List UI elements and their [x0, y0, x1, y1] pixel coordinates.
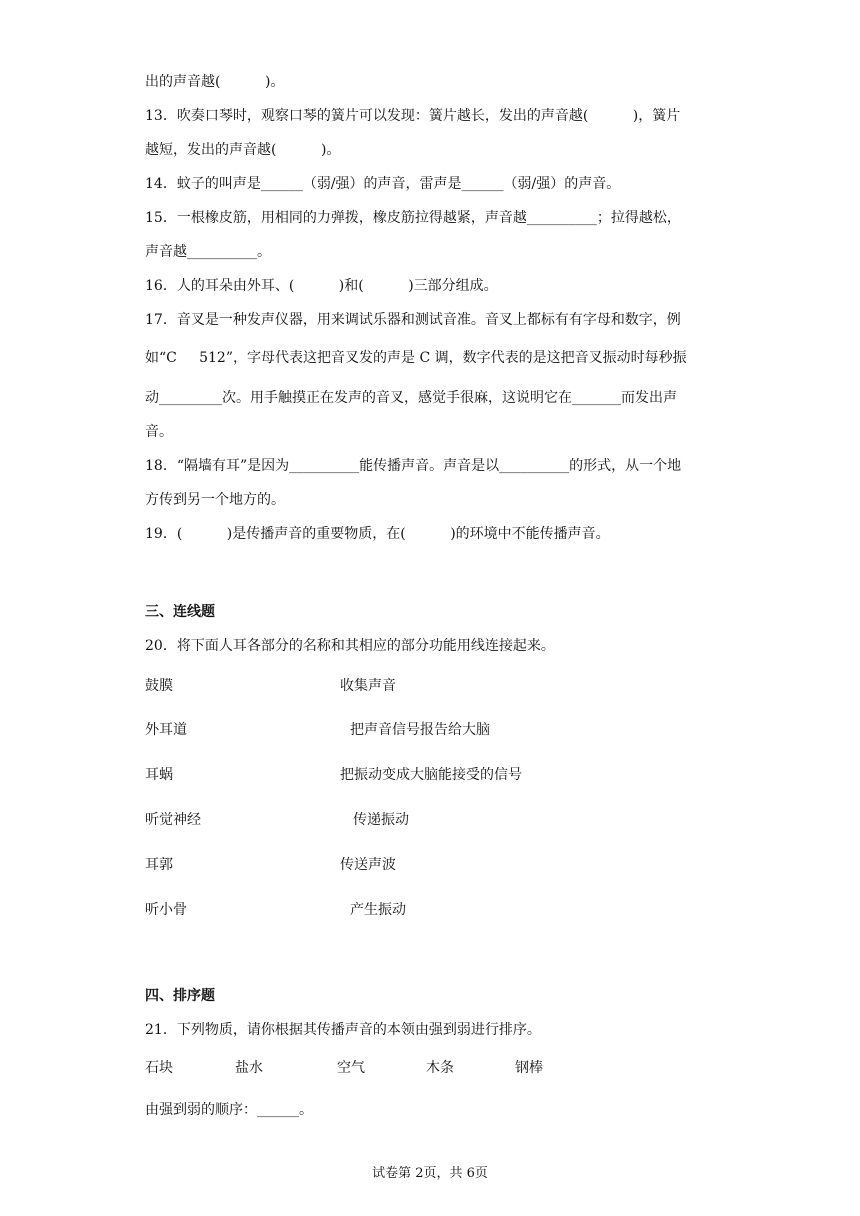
q17-line4: 音。 [145, 424, 173, 440]
q20-prompt: 20．将下面人耳各部分的名称和其相应的部分功能用线连接起来。 [145, 638, 555, 654]
match-right-item: 产生振动 [350, 902, 406, 918]
q15-line2: 声音越__________。 [145, 244, 271, 260]
q21-prompt: 21．下列物质，请你根据其传播声音的本领由强到弱进行排序。 [145, 1022, 541, 1038]
sort-item: 空气 [337, 1060, 365, 1076]
match-left-item: 鼓膜 [145, 678, 173, 694]
q14: 14．蚊子的叫声是______（弱/强）的声音，雷声是______（弱/强）的声音。 [145, 176, 621, 192]
page-footer: 试卷第 2页，共 6页 [372, 1166, 488, 1181]
match-right-item: 把振动变成大脑能接受的信号 [340, 767, 522, 783]
q12-tail: 出的声音越( )。 [145, 74, 285, 90]
match-left-item: 听觉神经 [145, 812, 201, 828]
q16: 16．人的耳朵由外耳、( )和( )三部分组成。 [145, 278, 498, 294]
match-right-item: 把声音信号报告给大脑 [350, 722, 490, 738]
q13-line1: 13．吹奏口琴时，观察口琴的簧片可以发现：簧片越长，发出的声音越( )，簧片 [145, 108, 681, 124]
sort-item: 钢棒 [515, 1060, 543, 1076]
match-right-item: 收集声音 [340, 678, 396, 694]
match-left-item: 耳蜗 [145, 767, 173, 783]
q21-answer-line: 由强到弱的顺序：______。 [145, 1102, 313, 1118]
match-right-item: 传递振动 [353, 812, 409, 828]
q13-line2: 越短，发出的声音越( )。 [145, 142, 341, 158]
match-left-item: 耳郭 [145, 857, 173, 873]
sort-item: 盐水 [235, 1060, 263, 1076]
q17-line1: 17．音叉是一种发声仪器，用来调试乐器和测试音准。音叉上都标有有字母和数字，例 [145, 312, 681, 328]
q19: 19．( )是传播声音的重要物质，在( )的环境中不能传播声音。 [145, 526, 610, 542]
match-left-item: 外耳道 [145, 722, 187, 738]
sort-item: 石块 [145, 1060, 173, 1076]
q18-line2: 方传到另一个地方的。 [145, 492, 285, 508]
section4-heading: 四、排序题 [145, 988, 215, 1004]
q17-line2: 如“C 512”，字母代表这把音叉发的声是 C 调，数字代表的是这把音叉振动时每秒振 [145, 350, 687, 366]
section3-heading: 三、连线题 [145, 604, 215, 620]
match-left-item: 听小骨 [145, 902, 187, 918]
sort-item: 木条 [426, 1060, 454, 1076]
q15-line1: 15．一根橡皮筋，用相同的力弹拨，橡皮筋拉得越紧，声音越__________；拉得越松， [145, 210, 681, 226]
q17-line3: 动_________次。用手触摸正在发声的音叉，感觉手很麻，这说明它在_______而发出声 [145, 390, 677, 406]
q18-line1: 18．“隔墙有耳”是因为__________能传播声音。声音是以__________的形式，从一个地 [145, 458, 682, 474]
match-right-item: 传送声波 [340, 857, 396, 873]
